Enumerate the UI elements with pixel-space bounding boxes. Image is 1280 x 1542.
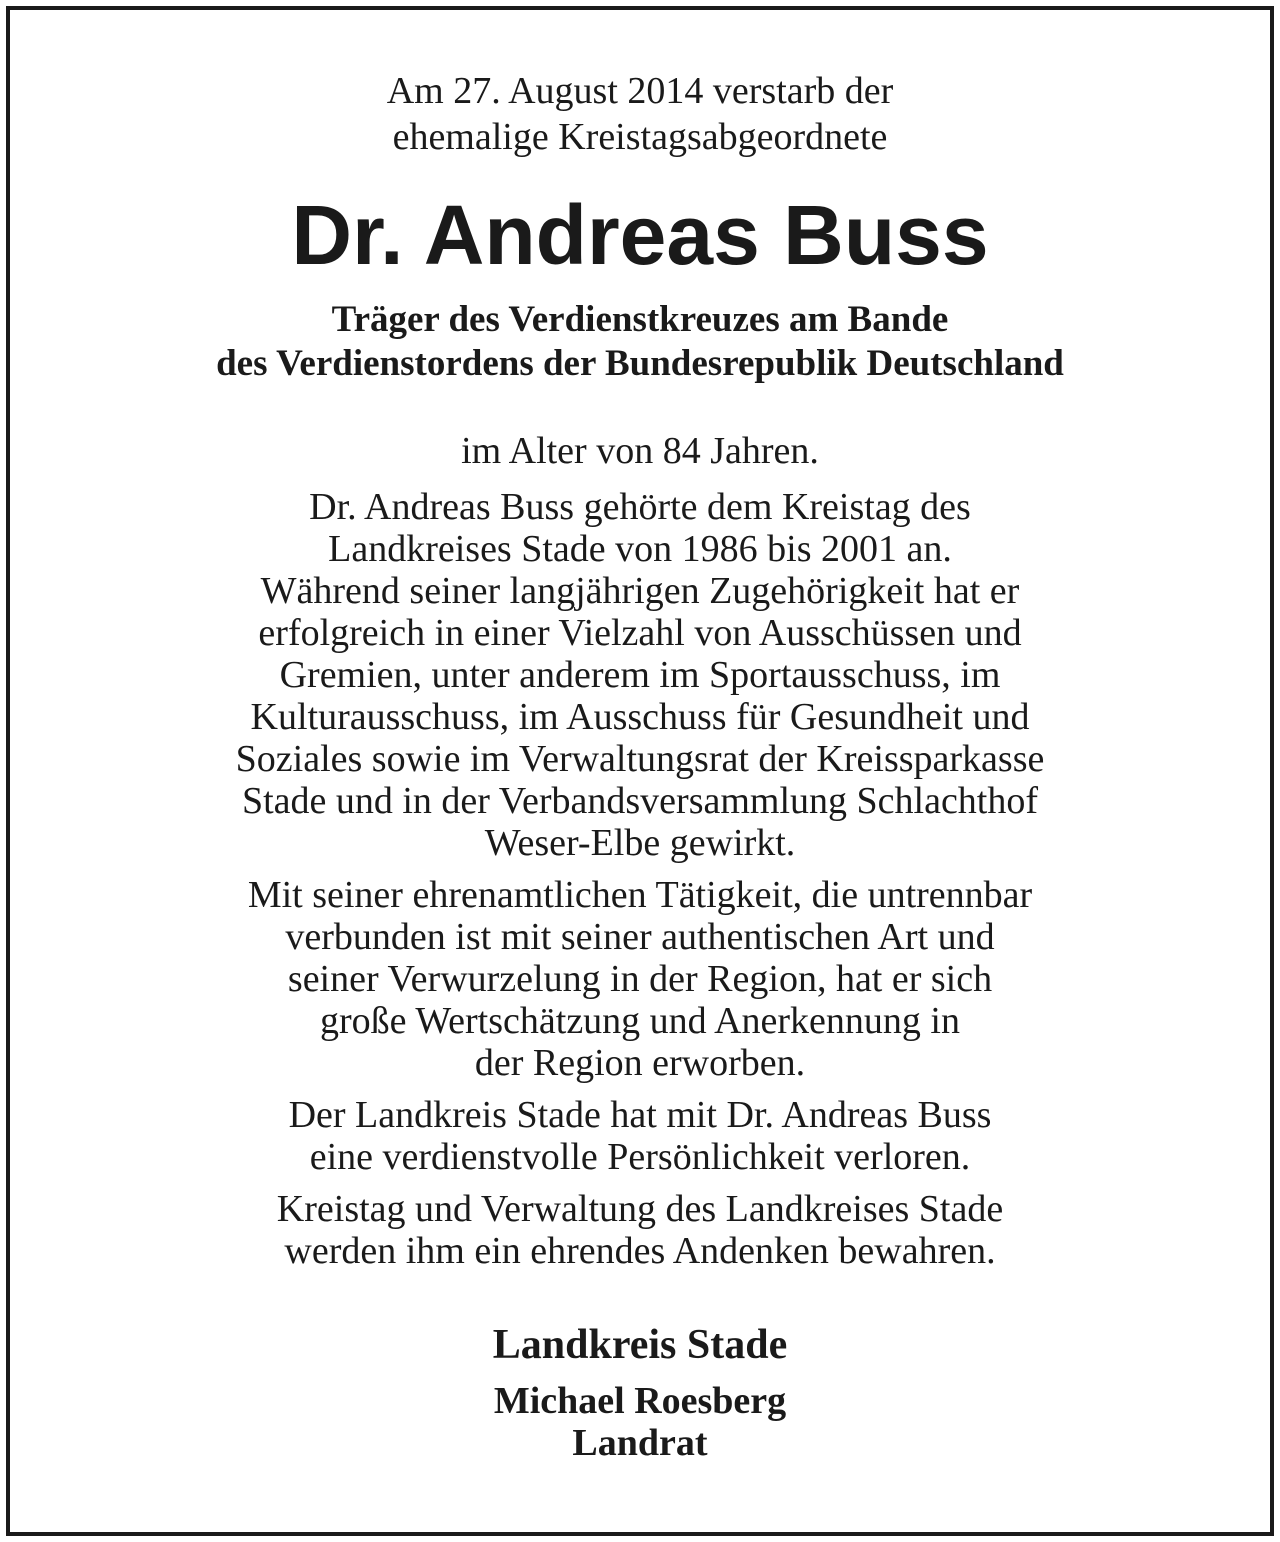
paragraph-line: verbunden ist mit seiner authentischen Art und — [285, 916, 995, 958]
paragraph-line: Mit seiner ehrenamtlichen Tätigkeit, die untrennbar — [247, 874, 1033, 916]
honor-text — [10, 298, 1270, 386]
paragraph-line: werden ihm ein ehrendes Andenken bewahren. — [284, 1230, 996, 1272]
paragraph-line: Landkreises Stade von 1986 bis 2001 an. — [328, 528, 952, 570]
paragraph-line: Der Landkreis Stade hat mit Dr. Andreas Buss — [288, 1094, 992, 1136]
obituary-notice — [6, 6, 1274, 1536]
signature-person: Michael Roesberg — [493, 1380, 787, 1422]
paragraph-line: der Region erworben. — [474, 1042, 806, 1084]
paragraph-career — [10, 486, 1270, 864]
paragraph-line: Stade und in der Verbandsversammlung Schlachthof — [241, 780, 1039, 822]
paragraph-line: große Wertschätzung und Anerkennung in — [320, 1000, 960, 1042]
age-text: im Alter von 84 Jahren. — [461, 430, 819, 472]
deceased-name: Dr. Andreas Buss — [291, 188, 989, 282]
paragraph-line: Kreistag und Verwaltung des Landkreises Stade — [276, 1188, 1004, 1230]
honor-line: Träger des Verdienstkreuzes am Bande — [331, 299, 949, 340]
intro-line: ehemalige Kreistagsabgeordnete — [392, 116, 888, 158]
paragraph-line: Soziales sowie im Verwaltungsrat der Kreissparkasse — [235, 738, 1045, 780]
paragraph-line: seiner Verwurzelung in der Region, hat er sich — [287, 958, 993, 1000]
paragraph-remembrance — [10, 1188, 1270, 1272]
honor-line: des Verdienstordens der Bundesrepublik Deutschland — [216, 343, 1064, 384]
signature-organization: Landkreis Stade — [492, 1322, 788, 1368]
paragraph-line: Während seiner langjährigen Zugehörigkeit hat er — [260, 570, 1020, 612]
signature-title: Landrat — [572, 1422, 708, 1464]
paragraph-line: eine verdienstvolle Persönlichkeit verloren. — [309, 1136, 971, 1178]
paragraph-line: Dr. Andreas Buss gehörte dem Kreistag des — [309, 486, 971, 528]
paragraph-line: erfolgreich in einer Vielzahl von Ausschüssen und — [258, 612, 1022, 654]
paragraph-line: Kulturausschuss, im Ausschuss für Gesundheit und — [250, 696, 1030, 738]
paragraph-line: Weser-Elbe gewirkt. — [484, 822, 796, 864]
intro-text — [10, 68, 1270, 160]
paragraph-loss — [10, 1094, 1270, 1178]
intro-line: Am 27. August 2014 verstarb der — [386, 70, 894, 112]
paragraph-appreciation — [10, 874, 1270, 1084]
paragraph-line: Gremien, unter anderem im Sportausschuss, im — [279, 654, 1001, 696]
